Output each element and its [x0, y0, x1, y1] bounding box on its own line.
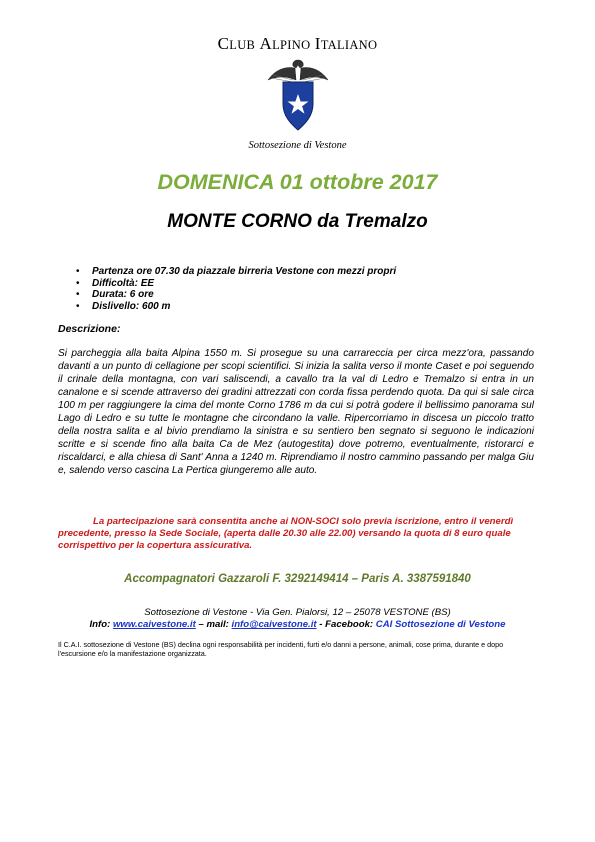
- club-title-initial: A: [259, 34, 273, 53]
- club-title-word-rest: LPINO: [272, 38, 311, 52]
- info-label: Info:: [89, 619, 113, 630]
- facebook-label: - Facebook:: [316, 619, 376, 630]
- footer-address: Sottosezione di Vestone - Via Gen. Pialorsi, 12 – 25078 VESTONE (BS): [144, 607, 451, 618]
- disclaimer: Il C.A.I. sottosezione di Vestone (BS) declina ogni responsabilità per incidenti, furti e/o danni a persone, animali, cose prima, durante e dopo l'escursione e/o la manifestazione organizzata.: [58, 640, 504, 658]
- email-link[interactable]: info@caivestone.it: [231, 619, 317, 630]
- bullet-icon: •: [76, 289, 80, 300]
- club-title-word-rest: TALIANO: [320, 38, 378, 52]
- mail-label: – mail:: [195, 619, 232, 630]
- website-link[interactable]: www.caivestone.it: [112, 619, 196, 630]
- list-item: [76, 289, 396, 301]
- guides-contacts: Accompagnatori Gazzaroli F. 3292149414 – Paris A. 3387591840: [124, 573, 471, 585]
- list-item: [76, 277, 396, 290]
- description-heading: Descrizione:: [58, 323, 121, 335]
- participation-notice: La partecipazione sarà consentita anche ai NON-SOCI solo previa iscrizione, entro il venerdì precedente, presso la Sede Sociale, (aperta dalle 20.30 alle 22.00) versando la quota di 8 euro quale corrispettivo per la copertura assicurativa.: [58, 516, 514, 551]
- detail-duration: Durata: 6 ore: [92, 289, 154, 300]
- bullet-icon: •: [76, 277, 80, 289]
- description-body: Si parcheggia alla baita Alpina 1550 m. Si prosegue su una carrareccia per circa mezz'ora, passando davanti a un punto di cellagione per scopi scientifici. Si inizia la salita verso il monte Caset e poi seguendo il crinale della montagna, con vari saliscendi, a cavallo tra la val di Ledro e Tremalzo si entra in un canalone e si scende attraverso dei gradini attrezzati con corda fissa perdendo quota. Da qui si sale circa 100 m per raggiungere la cima del monte Corno 1786 m da cui si potrà godere il bellissimo panorama sul Lago di Ledro e su tutte le montagne che circondano la valle. Ripercorriamo in discesa un piccolo tratto della nostra salita e al bivio prendiamo la sinistra e su sentiero ben segnato si seguono le indicazioni scritte e si scende fino alla baita Ca de Mez (autogestita) dove potremo, eventualmente, ristorarci e riscaldarci, e alla chiesa di Sant' Anna a 1240 m. Riprendiamo il nostro cammino passando per malga Giu e, salendo verso cascina La Pertica giungeremo alle auto.: [58, 348, 534, 476]
- detail-elevation: Dislivello: 600 m: [92, 300, 171, 312]
- footer-contacts: [0, 619, 595, 630]
- facebook-link[interactable]: CAI Sottosezione di Vestone: [375, 619, 506, 630]
- club-title-word-rest: LUB: [229, 38, 256, 52]
- event-title: MONTE CORNO da Tremalzo: [167, 211, 428, 232]
- detail-departure: Partenza ore 07.30 da piazzale birreria Vestone con mezzi propri: [92, 266, 397, 277]
- club-title-initial: C: [217, 34, 230, 53]
- bullet-icon: •: [76, 300, 80, 312]
- bullet-icon: •: [76, 266, 80, 277]
- club-title: [0, 34, 595, 54]
- club-title-initial: I: [314, 34, 321, 53]
- list-item: [76, 266, 397, 278]
- event-details-list: [76, 266, 397, 312]
- eagle-icon: [268, 60, 328, 82]
- event-date: DOMENICA 01 ottobre 2017: [157, 170, 438, 194]
- detail-difficulty: Difficoltà: EE: [92, 277, 155, 289]
- sottosezione-label: Sottosezione di Vestone: [248, 140, 347, 151]
- cai-eagle-star-shield-logo: [263, 56, 333, 136]
- list-item: [76, 300, 396, 313]
